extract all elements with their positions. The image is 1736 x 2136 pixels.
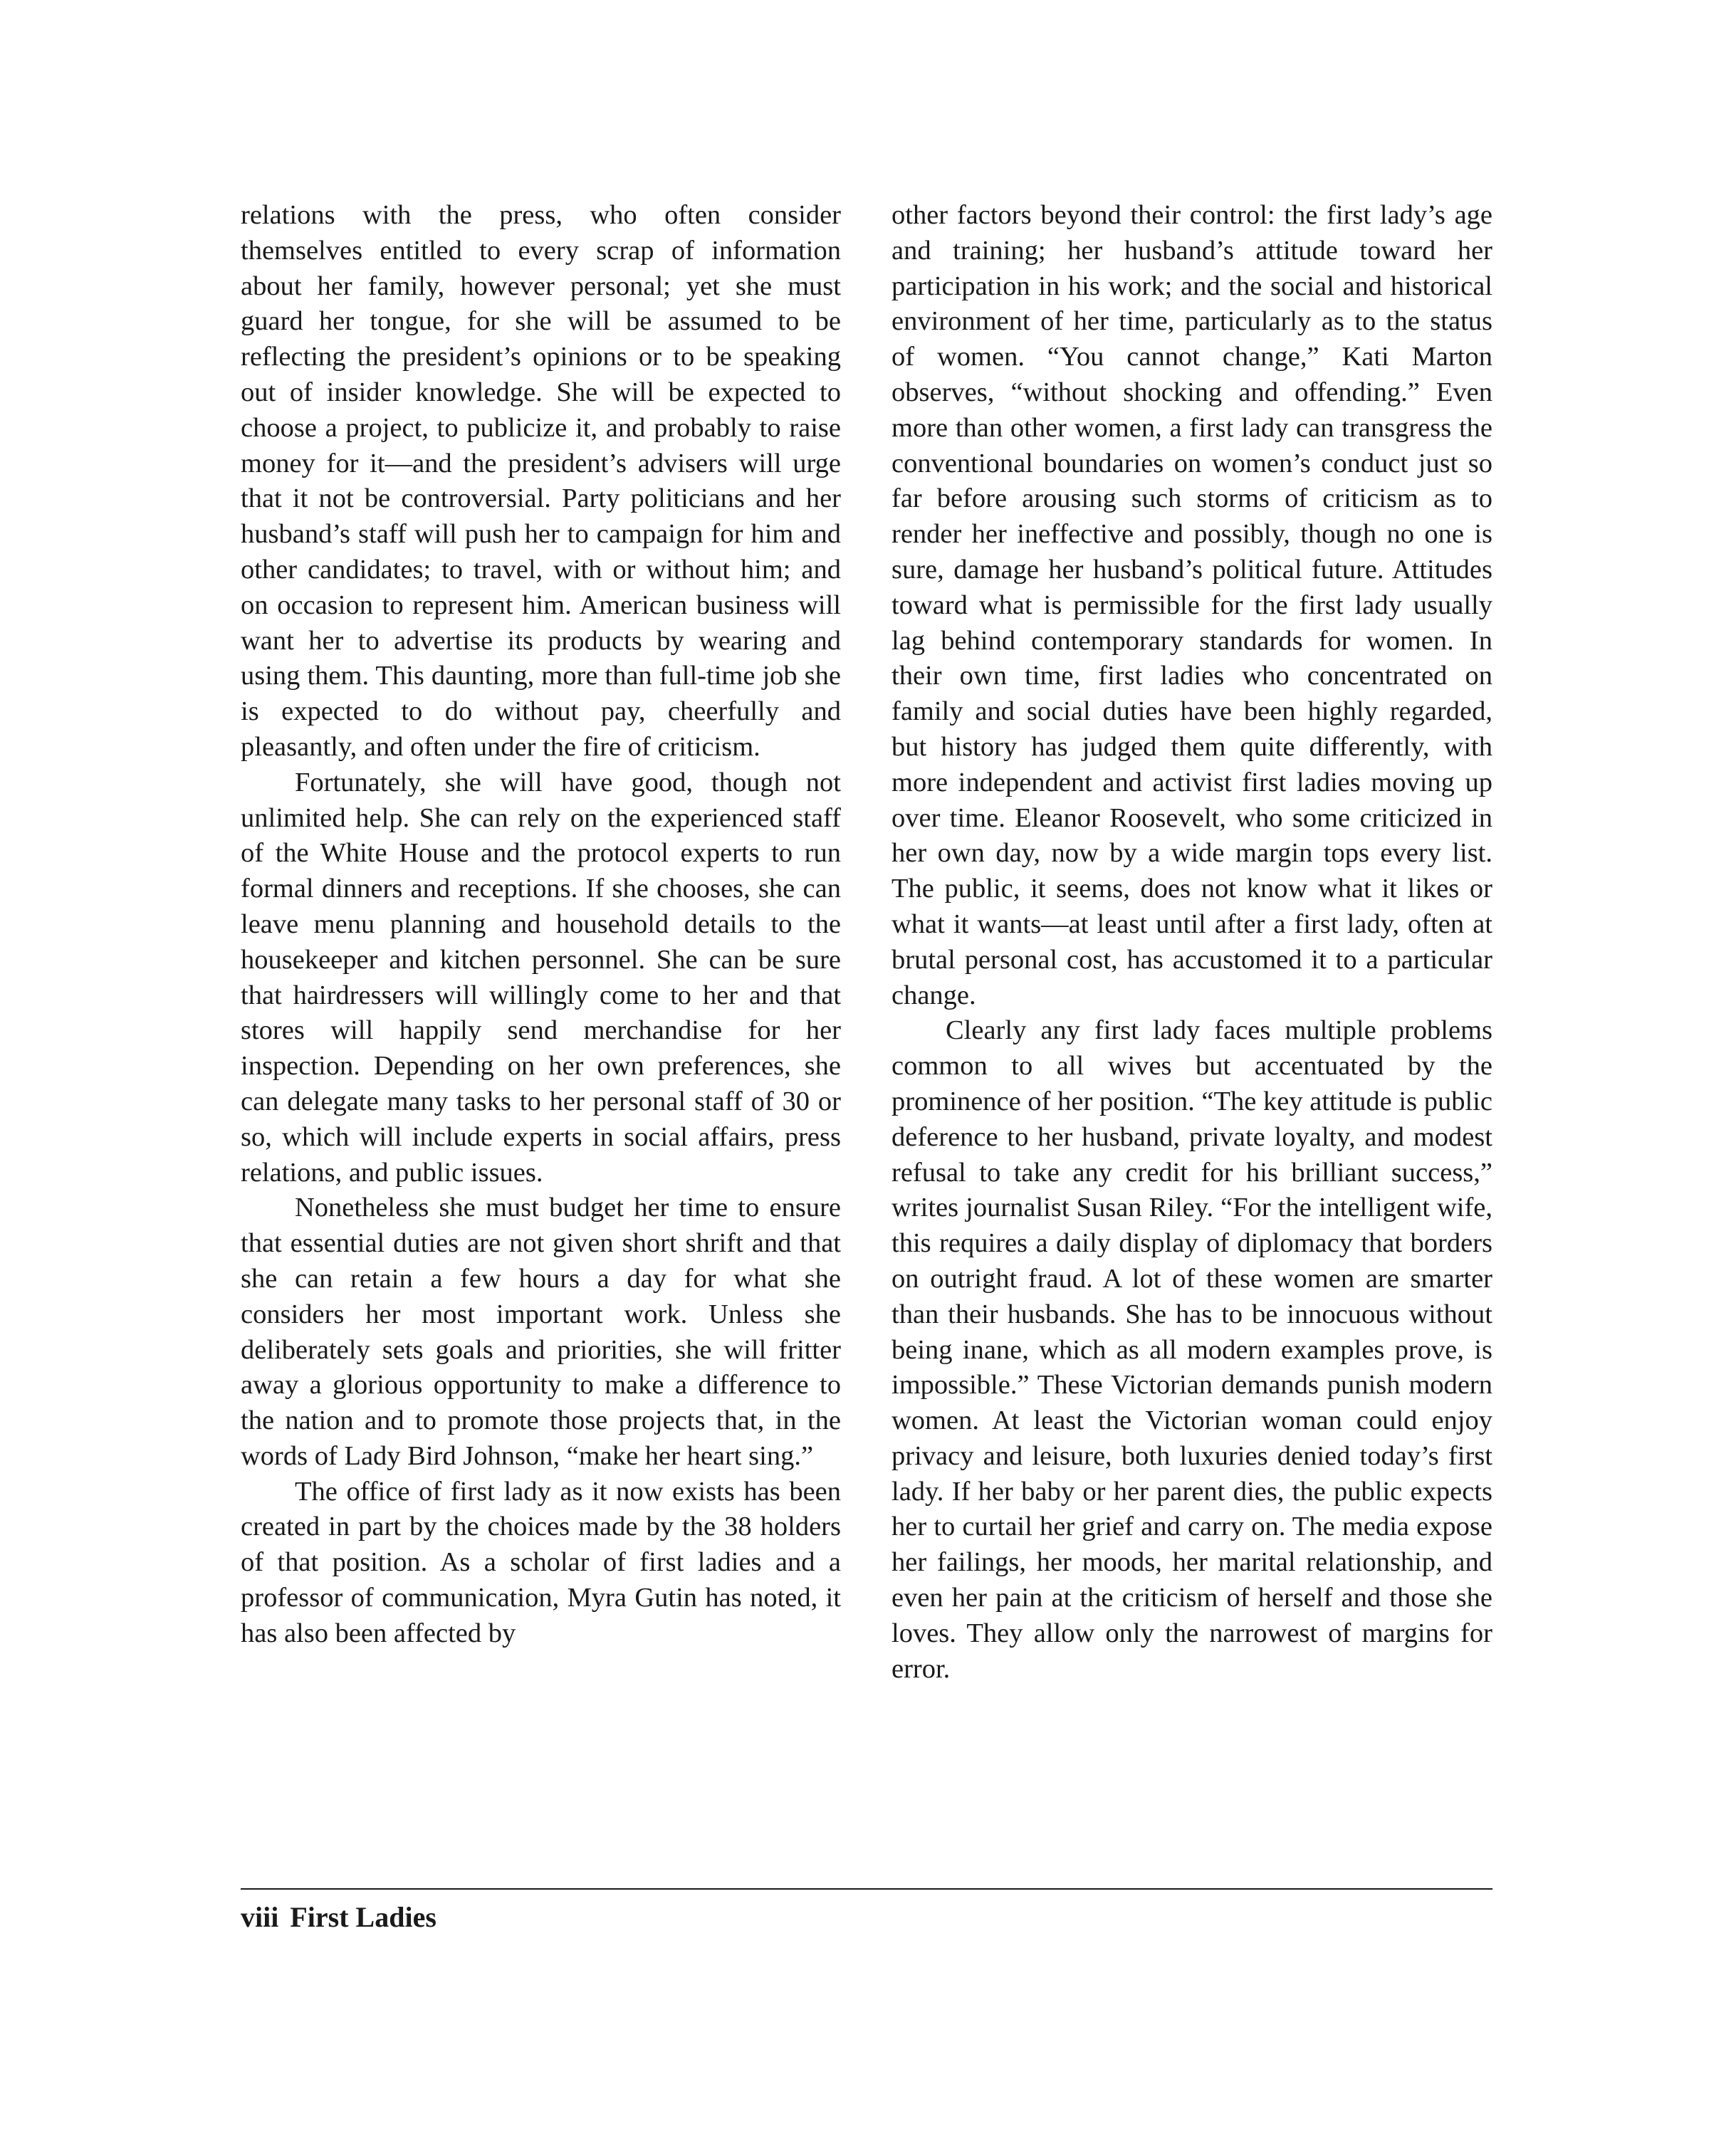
- paragraph: relations with the press, who often consider themselves entitled to every scrap of information about her family, however personal; yet she must guard her tongue, for she will be assumed to be reflecting the president’s opinions or to be speaking out of insider knowledge. She will be expected to choose a project, to publicize it, and probably to raise money for it—and the president’s advisers will urge that it not be controversial. Party politicians and her husband’s staff will push her to campaign for him and other candidates; to travel, with or without him; and on occasion to represent him. American business will want her to advertise its products by wearing and using them. This daunting, more than full-time job she is expected to do without pay, cheerfully and pleasantly, and often under the fire of criticism.: [241, 200, 841, 762]
- footer-divider: [241, 1888, 1492, 1890]
- right-text-column: [891, 198, 1492, 1687]
- page-number: viii: [241, 1901, 279, 1933]
- paragraph: Nonetheless she must budget her time to ensure that essential duties are not given short shrift and that she can retain a few hours a day for what she considers her most important work. Unless she deliberately sets goals and priorities, she will fritter away a glorious opportunity to make a difference to the nation and to promote those projects that, in the words of Lady Bird Johnson, “make her heart sing.”: [241, 1193, 841, 1471]
- left-text-column: [241, 198, 841, 1652]
- page-footer: [241, 1899, 436, 1936]
- running-title: First Ladies: [290, 1901, 436, 1933]
- paragraph: Fortunately, she will have good, though not unlimited help. She can rely on the experienced staff of the White House and the protocol experts to run formal dinners and receptions. If she chooses, she can leave menu planning and household details to the housekeeper and kitchen personnel. She can be sure that hairdressers will willingly come to her and that stores will happily send merchandise for her inspection. Depending on her own preferences, she can delegate many tasks to her personal staff of 30 or so, which will include experts in social affairs, press relations, and public issues.: [241, 767, 841, 1188]
- paragraph: The office of first lady as it now exists has been created in part by the choices made by the 38 holders of that position. As a scholar of first ladies and a professor of communication, Myra Gutin has noted, it has also been affected by: [241, 1476, 841, 1648]
- paragraph: Clearly any first lady faces multiple problems common to all wives but accentuated by the prominence of her position. “The key attitude is public deference to her husband, private loyalty, and modest refusal to take any credit for his brilliant success,” writes journalist Susan Riley. “For the intelligent wife, this requires a daily display of diplomacy that borders on outright fraud. A lot of these women are smarter than their husbands. She has to be innocuous without being inane, which as all modern examples prove, is impossible.” These Victorian demands punish modern women. At least the Victorian woman could enjoy privacy and leisure, both luxuries denied today’s first lady. If her baby or her parent dies, the public expects her to curtail her grief and carry on. The media expose her failings, her moods, her marital relationship, and even her pain at the criticism of herself and those she loves. They allow only the narrowest of margins for error.: [891, 1015, 1492, 1684]
- paragraph: other factors beyond their control: the first lady’s age and training; her husband’s attitude toward her participation in his work; and the social and historical environment of her time, particularly as to the status of women. “You cannot change,” Kati Marton observes, “without shocking and offending.” Even more than other women, a first lady can transgress the conventional boundaries on women’s conduct just so far before arousing such storms of criticism as to render her ineffective and possibly, though no one is sure, damage her husband’s political future. Attitudes toward what is permissible for the first lady usually lag behind contemporary standards for women. In their own time, first ladies who concentrated on family and social duties have been highly regarded, but history has judged them quite differently, with more independent and activist first ladies moving up over time. Eleanor Roosevelt, who some criticized in her own day, now by a wide margin tops every list. The public, it seems, does not know what it likes or what it wants—at least until after a first lady, often at brutal personal cost, has accustomed it to a particular change.: [891, 200, 1492, 1010]
